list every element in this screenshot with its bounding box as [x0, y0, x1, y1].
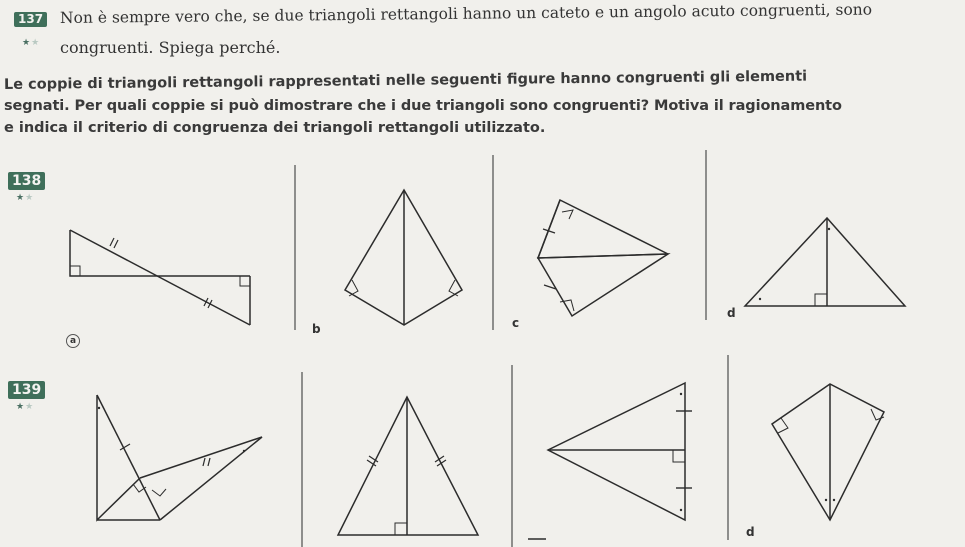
angle-mark: [680, 393, 682, 395]
right-angle-mark: [673, 450, 685, 462]
right-angle-mark: [70, 266, 80, 276]
star-empty-icon: ★: [25, 402, 35, 412]
figure-label-a: a: [66, 334, 80, 348]
star-filled-icon: ★: [16, 402, 26, 412]
right-angle-mark: [815, 294, 827, 306]
figure-138a: [70, 230, 250, 325]
exercise-number-badge: 137: [14, 12, 47, 27]
right-angle-mark: [240, 276, 250, 286]
right-angle-mark: [778, 418, 788, 433]
triangle-side: [70, 230, 250, 325]
triangle-side: [97, 395, 160, 520]
exercise-number-badge: 139: [8, 381, 45, 399]
star-filled-icon: ★: [22, 38, 32, 48]
tick-mark: [110, 238, 114, 246]
exercise-text-line: Non è sempre vero che, se due triangoli rettangoli hanno un cateto e un angolo acuto congruenti, sono: [59, 0, 873, 27]
right-angle-mark: [133, 484, 146, 492]
triangle: [538, 254, 668, 316]
figure-139b: [338, 397, 478, 535]
figure-139c: [528, 383, 692, 539]
triangle: [97, 395, 140, 520]
figure-label-b: b: [312, 322, 321, 336]
star-empty-icon: ★: [31, 38, 41, 48]
figure-139d: [772, 384, 884, 520]
right-angle-mark: [395, 523, 407, 535]
triangle: [745, 218, 905, 306]
instruction-line: segnati. Per quali coppie si può dimostrare che i due triangoli sono congruenti? Motiva il ragionamento: [4, 98, 842, 114]
triangle: [338, 397, 478, 535]
figure-138b: [345, 190, 462, 325]
angle-mark: [825, 499, 827, 501]
star-filled-icon: ★: [16, 193, 26, 203]
triangle: [70, 230, 250, 276]
instruction-line: Le coppie di triangoli rettangoli rappresentati nelle seguenti figure hanno congruenti gli elementi: [3, 68, 808, 93]
angle-mark: [243, 450, 245, 452]
figure-139a: [97, 395, 262, 520]
angle-mark: [833, 499, 835, 501]
figure-label-d: d: [727, 306, 736, 320]
angle-mark: [98, 407, 100, 409]
instruction-line: e indica il criterio di congruenza dei triangoli rettangoli utilizzato.: [4, 120, 546, 136]
triangle: [140, 437, 262, 520]
figure-label-d: d: [746, 525, 755, 539]
figure-138d: [745, 218, 905, 306]
angle-mark: [680, 509, 682, 511]
exercise-text-line: congruenti. Spiega perché.: [60, 38, 281, 57]
right-angle-mark: [562, 210, 573, 219]
star-empty-icon: ★: [25, 193, 35, 203]
right-angle-mark: [152, 489, 166, 496]
figure-label-c: c: [512, 316, 520, 330]
triangle-side: [538, 200, 560, 258]
angle-mark: [828, 228, 830, 230]
triangle: [772, 384, 884, 520]
triangle: [548, 383, 685, 520]
exercise-number-badge: 138: [8, 172, 45, 190]
tick-mark: [114, 240, 118, 248]
angle-mark: [759, 298, 761, 300]
figure-138c: [538, 200, 668, 316]
right-angle-mark: [560, 300, 574, 311]
tick-mark: [203, 458, 205, 466]
tick-mark: [208, 458, 210, 466]
